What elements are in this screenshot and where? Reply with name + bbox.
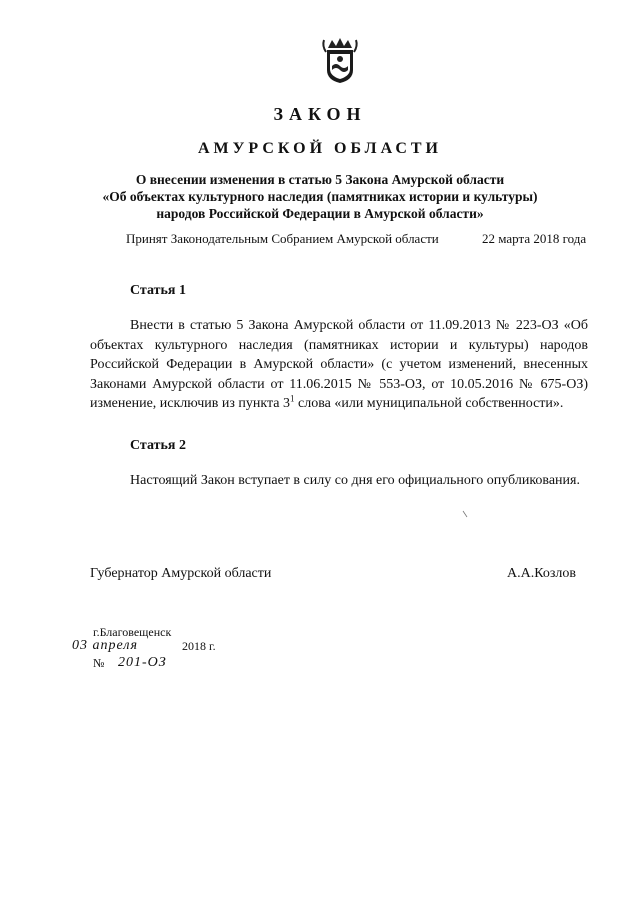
coat-of-arms-icon xyxy=(318,36,362,84)
governor-name: А.А.Козлов xyxy=(507,566,576,581)
article-1-text-end: слова «или муниципальной собственности». xyxy=(294,396,564,411)
article-2-title: Статья 2 xyxy=(130,438,186,453)
handwritten-date: 03 апреля xyxy=(72,638,138,653)
heading-line: народов Российской Федерации в Амурской области» xyxy=(156,206,484,221)
article-2-paragraph: Настоящий Закон вступает в силу со дня его официального опубликования. xyxy=(130,473,580,488)
article-1-text xyxy=(90,316,588,414)
article-2-text xyxy=(90,471,588,491)
article-1-title: Статья 1 xyxy=(130,283,186,298)
heading-line: О внесении изменения в статью 5 Закона Амурской области xyxy=(135,172,505,187)
article-1-text-main: Внести в статью 5 Закона Амурской области от 11.09.2013 № 223-ОЗ «Об объектах культурного наследия (памятниках истории и культуры) народов Российской Федерации в Амурской области» (с учетом изменений, внесенных Законами Амурской области от 11.06.2015 № 553-ОЗ, от 10.05.2016 № 675-ОЗ) изменение, исключив из пункта 3 xyxy=(90,318,588,411)
superscript: 1 xyxy=(290,393,295,404)
governor-label: Губернатор Амурской области xyxy=(90,566,272,581)
law-heading xyxy=(60,171,580,222)
adoption-label: Принят Законодательным Собранием Амурской области xyxy=(126,231,439,246)
scan-artifact xyxy=(462,510,468,518)
year-label: 2018 г. xyxy=(182,639,216,653)
city-label: г.Благовещенск xyxy=(93,625,172,639)
handwritten-number: 201-ОЗ xyxy=(118,655,167,670)
adoption-date: 22 марта 2018 года xyxy=(482,231,587,246)
region-title: АМУРСКОЙ ОБЛАСТИ xyxy=(198,140,442,157)
number-label: № xyxy=(93,656,105,670)
heading-line: «Об объектах культурного наследия (памятниках истории и культуры) xyxy=(102,189,538,204)
document-title: ЗАКОН xyxy=(273,104,367,124)
